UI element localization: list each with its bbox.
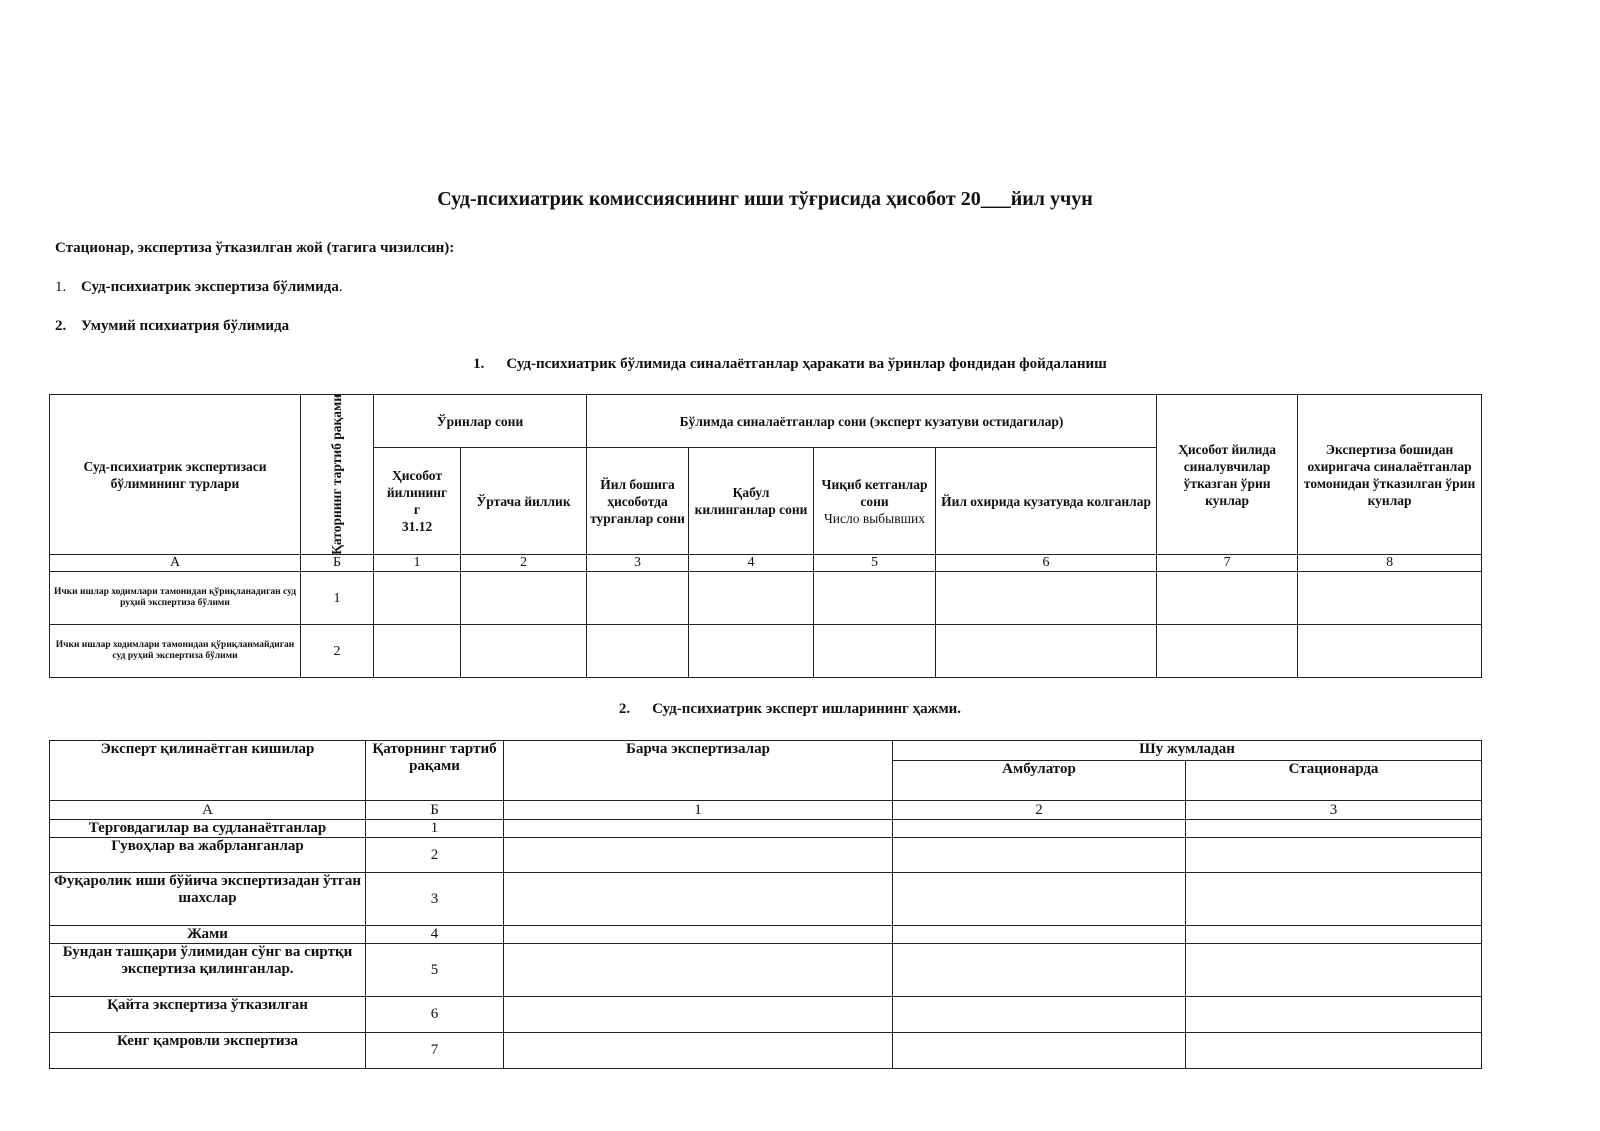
index-cell: Б [366, 801, 504, 820]
header-text: Ҳисобот [391, 468, 443, 483]
row-label: Бундан ташқари ўлимидан сўнг ва сиртқи экспертиза қилинганлар. [50, 944, 366, 997]
header-beds-avg: Ўртача йиллик [461, 448, 587, 555]
section-number: 2. [618, 701, 631, 717]
cell[interactable] [461, 625, 587, 678]
table-row [50, 1033, 1482, 1069]
row-number: 7 [366, 1033, 504, 1069]
cell[interactable] [1157, 625, 1298, 678]
row-label: Қайта экспертиза ўтказилган [50, 997, 366, 1033]
index-cell: 6 [936, 555, 1157, 572]
row-label: Ички ишлар ходимлари тамонидан қўриқланадиган суд руҳий экспертиза бўлими [50, 572, 301, 625]
document-title: Суд-психиатрик комиссиясининг иши тўғрисида ҳисобот 20___йил учун [437, 188, 1093, 210]
cell[interactable] [504, 1033, 893, 1069]
cell[interactable] [893, 873, 1186, 926]
index-cell: 2 [893, 801, 1186, 820]
header-year-end: Йил охирида кузатувда колганлар [936, 448, 1157, 555]
cell[interactable] [1186, 873, 1482, 926]
cell[interactable] [374, 572, 461, 625]
row-number: 4 [366, 926, 504, 944]
option-2 [55, 318, 289, 335]
cell[interactable] [461, 572, 587, 625]
header-persons: Эксперт қилинаётган кишилар [50, 741, 366, 801]
index-cell: А [50, 801, 366, 820]
cell[interactable] [504, 873, 893, 926]
cell[interactable] [1298, 572, 1482, 625]
cell[interactable] [1186, 1033, 1482, 1069]
index-cell: 4 [689, 555, 814, 572]
row-label: Ички ишлар ходимлари тамонидан қўриқланмайдиган суд руҳий экспертиза бўлими [50, 625, 301, 678]
header-beds: Ўринлар сони [374, 395, 587, 448]
bed-usage-table [49, 394, 1482, 678]
section2-title [0, 701, 1580, 718]
header-bed-days-year: Ҳисобот йилида синалувчилар ўтказган ўрин кунлар [1157, 395, 1298, 555]
row-label: Терговдагилар ва судланаётганлар [50, 820, 366, 838]
header-row-num: Қаторнинг тартиб рақами [366, 741, 504, 801]
option-number: 1. [55, 279, 67, 295]
expert-work-table [49, 740, 1482, 1069]
index-cell: 1 [374, 555, 461, 572]
header-text: йилининг [386, 485, 448, 500]
index-row [50, 801, 1482, 820]
header-row-num [301, 395, 374, 555]
option-1 [55, 279, 343, 296]
cell[interactable] [374, 625, 461, 678]
place-label: Стационар, экспертиза ўтказилган жой (тагига чизилсин): [55, 240, 455, 256]
cell[interactable] [504, 944, 893, 997]
cell[interactable] [814, 572, 936, 625]
row-number: 5 [366, 944, 504, 997]
cell[interactable] [1298, 625, 1482, 678]
row-number: 1 [366, 820, 504, 838]
table-row [50, 944, 1482, 997]
header-kind: Суд-психиатрик экспертизаси бўлимининг турлари [50, 395, 301, 555]
table-row [50, 572, 1482, 625]
cell[interactable] [504, 838, 893, 873]
row-number: 6 [366, 997, 504, 1033]
table-row [50, 926, 1482, 944]
section-number: 1. [473, 356, 485, 372]
header-year-start: Йил бошига ҳисоботда турганлар сони [587, 448, 689, 555]
cell[interactable] [689, 572, 814, 625]
section-title-text: Суд-психиатрик бўлимида синалаётганлар ҳаракати ва ўринлар фондидан фойдаланиш [506, 356, 1107, 372]
cell[interactable] [814, 625, 936, 678]
header-including: Шу жумладан [893, 741, 1482, 761]
table-row [50, 820, 1482, 838]
row-label: Кенг қамровли экспертиза [50, 1033, 366, 1069]
index-cell: 3 [1186, 801, 1482, 820]
table-row [50, 838, 1482, 873]
cell[interactable] [587, 572, 689, 625]
header-text: 31.12 [401, 519, 433, 534]
option-number: 2. [55, 318, 67, 334]
header-beds-report [374, 448, 461, 555]
index-cell: А [50, 555, 301, 572]
cell[interactable] [1186, 820, 1482, 838]
header-all: Барча экспертизалар [504, 741, 893, 801]
option-text: Суд-психиатрик экспертиза бўлимида [81, 279, 339, 295]
cell[interactable] [504, 820, 893, 838]
index-cell: 1 [504, 801, 893, 820]
cell[interactable] [893, 926, 1186, 944]
header-outpatient: Амбулатор [893, 761, 1186, 801]
cell[interactable] [893, 997, 1186, 1033]
header-inpatient: Стационарда [1186, 761, 1482, 801]
index-cell: 8 [1298, 555, 1482, 572]
header-admitted: Қабул килинганлар сони [689, 448, 814, 555]
header-note: Число выбывших [824, 510, 925, 526]
index-cell: Б [301, 555, 374, 572]
cell[interactable] [504, 997, 893, 1033]
row-label: Жами [50, 926, 366, 944]
table-row [50, 873, 1482, 926]
header-text: Чиқиб кетганлар сони [821, 476, 928, 509]
cell[interactable] [893, 838, 1186, 873]
option-suffix: . [338, 279, 343, 295]
header-text: г [413, 502, 421, 517]
section-title-text: Суд-психиатрик эксперт ишларининг ҳажми. [652, 701, 962, 717]
row-number: 3 [366, 873, 504, 926]
cell[interactable] [893, 1033, 1186, 1069]
index-cell: 3 [587, 555, 689, 572]
table-row [50, 997, 1482, 1033]
index-row [50, 555, 1482, 572]
cell[interactable] [1186, 838, 1482, 873]
cell[interactable] [1186, 997, 1482, 1033]
cell[interactable] [1157, 572, 1298, 625]
cell[interactable] [587, 625, 689, 678]
row-label: Гувоҳлар ва жабрланганлар [50, 838, 366, 873]
header-row-num-text: Қаторнинг тартиб рақами [329, 394, 344, 555]
header-bed-days-total: Экспертиза бошидан охиригача синалаётганлар томонидан ўтказилган ўрин кунлар [1298, 395, 1482, 555]
option-text: Умумий психиатрия бўлимида [81, 318, 290, 334]
index-cell: 5 [814, 555, 936, 572]
cell[interactable] [1186, 944, 1482, 997]
cell[interactable] [893, 820, 1186, 838]
row-number: 2 [301, 625, 374, 678]
section1-title [0, 356, 1580, 373]
header-discharged [814, 448, 936, 555]
cell[interactable] [1186, 926, 1482, 944]
index-cell: 2 [461, 555, 587, 572]
cell[interactable] [936, 572, 1157, 625]
cell[interactable] [893, 944, 1186, 997]
cell[interactable] [936, 625, 1157, 678]
table-row [50, 625, 1482, 678]
header-examined: Бўлимда синалаётганлар сони (эксперт кузатуви остидагилар) [587, 395, 1157, 448]
row-number: 2 [366, 838, 504, 873]
cell[interactable] [504, 926, 893, 944]
row-label: Фуқаролик иши бўйича экспертизадан ўтган шахслар [50, 873, 366, 926]
index-cell: 7 [1157, 555, 1298, 572]
row-number: 1 [301, 572, 374, 625]
cell[interactable] [689, 625, 814, 678]
